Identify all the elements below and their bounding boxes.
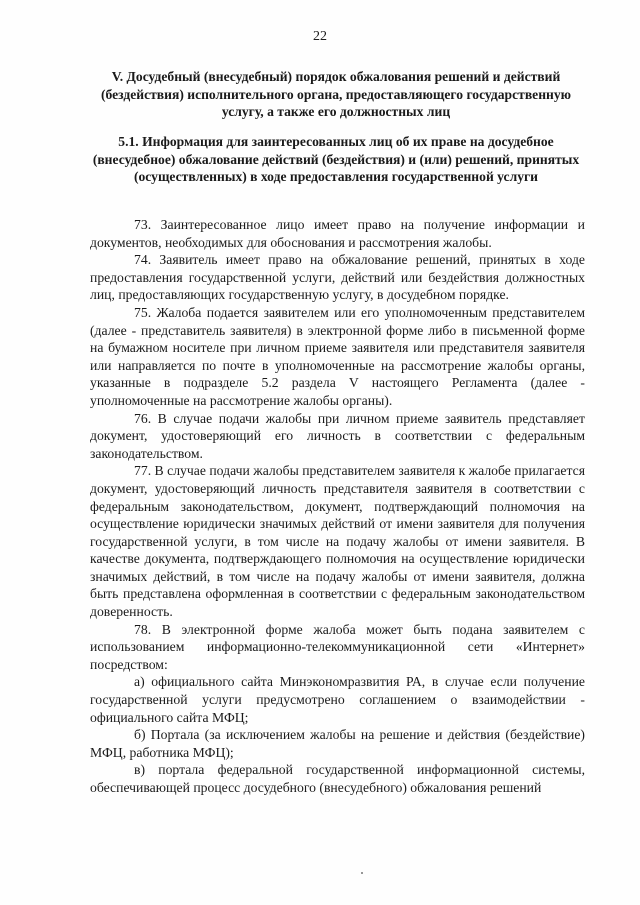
- paragraph-73: 73. Заинтересованное лицо имеет право на получение информации и документов, необходимых для обоснования и рассмотрения жалобы.: [90, 217, 585, 250]
- body-text: [90, 216, 585, 797]
- list-item-b: б) Портала (за исключением жалобы на решение и действия (бездействие) МФЦ, работника МФЦ);: [90, 727, 585, 760]
- paragraph-78: 78. В электронной форме жалоба может быть подана заявителем с использованием информационно-телекоммуникационной сети «Интернет» посредством:: [90, 621, 585, 672]
- subsection-heading: 5.1. Информация для заинтересованных лиц об их праве на досудебное (внесудебное) обжалование действий (бездействия) и (или) решений, принятых (осуществленных) в ходе предоставления государственной услуги: [92, 134, 580, 185]
- scan-speck: [361, 872, 363, 874]
- paragraph-75: 75. Жалоба подается заявителем или его уполномоченным представителем (далее - представитель заявителя) в электронной форме либо в письменной форме на бумажном носителе при личном приеме заявителя или представителя заявителя или направляется по почте в уполномоченные на рассмотрение жалобы органы, указанные в подразделе 5.2 раздела V настоящего Регламента (далее - уполномоченные на рассмотрение жалобы органы).: [90, 304, 585, 408]
- paragraph-74: 74. Заявитель имеет право на обжалование решений, принятых в ходе предоставления государственной услуги, действий или бездействия должностных лиц, предоставляющих государственную услугу, в досудебном порядке.: [90, 252, 585, 303]
- page-number: 22: [313, 29, 327, 44]
- list-item-c: в) портала федеральной государственной информационной системы, обеспечивающей процесс досудебного (внесудебного) обжалования решений: [90, 762, 585, 795]
- paragraph-76: 76. В случае подачи жалобы при личном приеме заявитель представляет документ, удостоверяющий его личность в соответствии с федеральным законодательством.: [90, 410, 585, 461]
- paragraph-77: 77. В случае подачи жалобы представителем заявителя к жалобе прилагается документ, удостоверяющий личность представителя заявителя в соответствии с федеральным законодательством, документ, подтверждающий полномочия на осуществление юридически значимых действий от имени заявителя для получения государственной услуги, в том числе на подачу жалобы от имени заявителя. В качестве документа, подтверждающего полномочия на осуществление юридически значимых действий, в том числе на подачу жалобы от имени заявителя, должна быть представлена оформленная в соответствии с федеральным законодательством доверенность.: [90, 463, 585, 620]
- list-item-a: а) официального сайта Минэкономразвития РА, в случае если получение государственной услуги предусмотрено соглашением о взаимодействии - официального сайта МФЦ;: [90, 674, 585, 725]
- section-heading: V. Досудебный (внесудебный) порядок обжалования решений и действий (бездействия) исполнительного органа, предоставляющего государственную услугу, а также его должностных лиц: [100, 69, 572, 120]
